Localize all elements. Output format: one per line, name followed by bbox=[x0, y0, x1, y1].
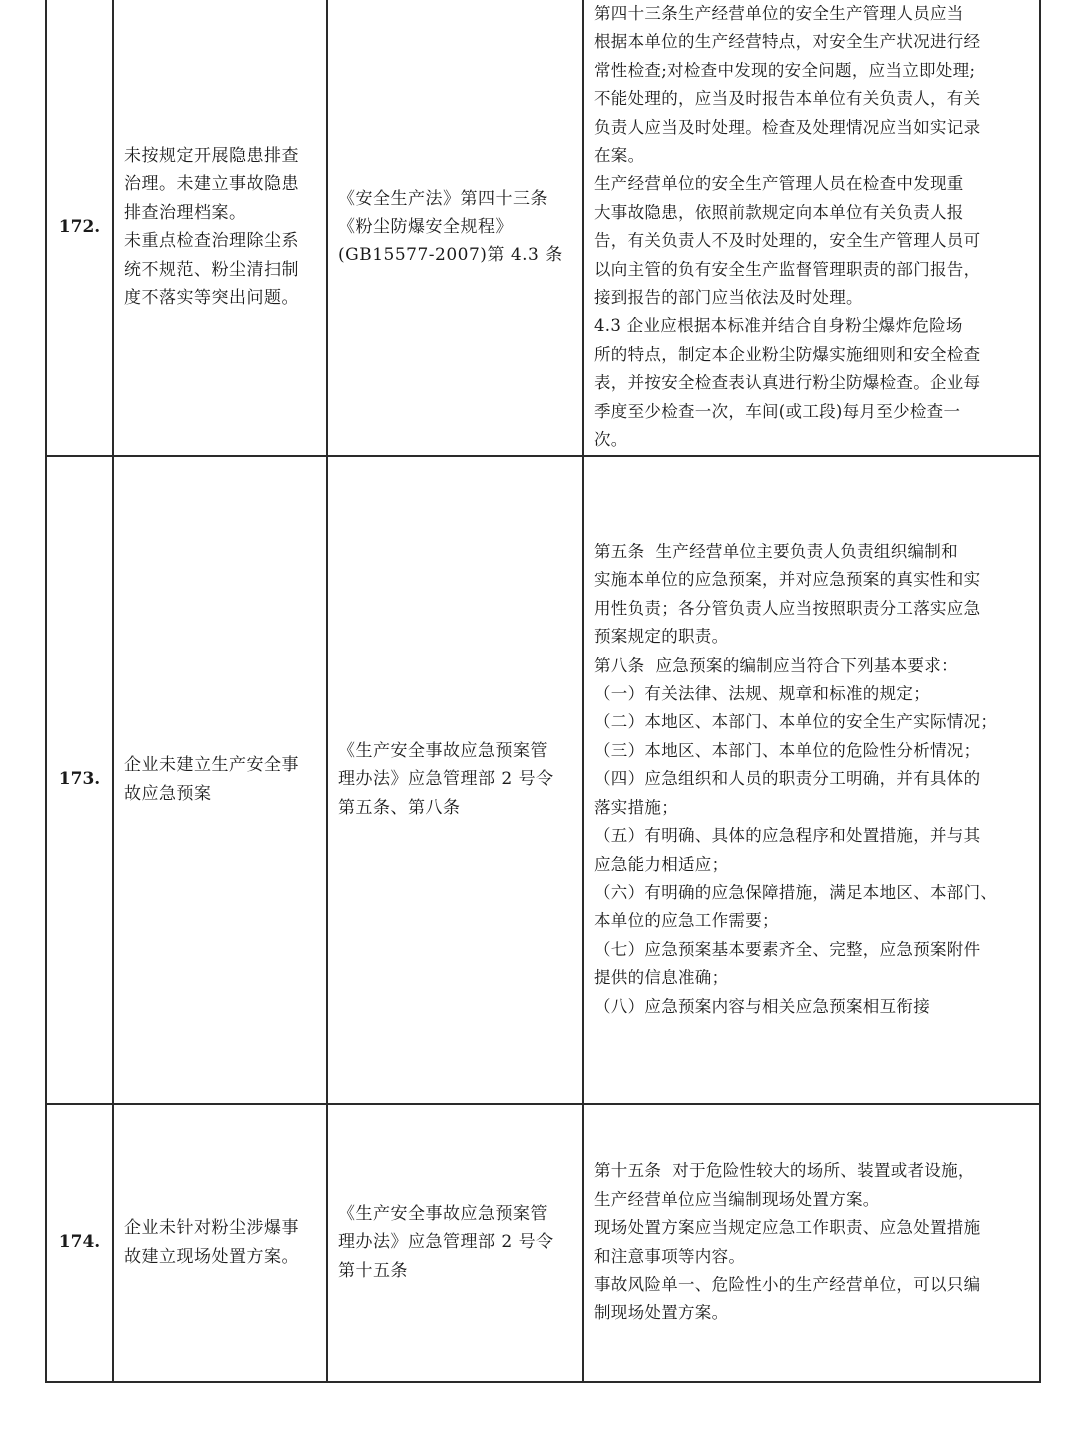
row-number: 173. bbox=[46, 456, 113, 1104]
basis-line: 《生产安全事故应急预案管 bbox=[338, 1203, 548, 1224]
clause-line: 告，有关负责人不及时处理的，安全生产管理人员可 bbox=[594, 231, 981, 251]
basis-line: 《安全生产法》第四十三条 bbox=[338, 188, 548, 209]
clause-line: 第四十三条生产经营单位的安全生产管理人员应当 bbox=[594, 4, 964, 23]
violation-description bbox=[113, 0, 327, 456]
legal-basis bbox=[327, 0, 583, 456]
clause-line: 应急能力相适应； bbox=[594, 854, 729, 874]
table-row bbox=[46, 456, 1040, 1104]
basis-line: (GB15577-2007)第 4.3 条 bbox=[338, 245, 563, 266]
regulation-clauses bbox=[583, 0, 1040, 456]
regulation-clauses bbox=[583, 1104, 1040, 1382]
table-row bbox=[46, 0, 1040, 456]
clause-line: 表，并按安全检查表认真进行粉尘防爆检查。企业每 bbox=[594, 373, 981, 393]
basis-line: 第十五条 bbox=[338, 1260, 408, 1281]
clause-line: （一）有关法律、法规、规章和标准的规定； bbox=[594, 684, 930, 704]
description-line: 未重点检查治理除尘系 bbox=[124, 231, 299, 252]
clause-line: 4.3 企业应根据本标准并结合自身粉尘爆炸危险场 bbox=[594, 316, 963, 336]
clause-line: （六）有明确的应急保障措施，满足本地区、本部门、 bbox=[594, 882, 998, 902]
clause-line: （三）本地区、本部门、本单位的危险性分析情况； bbox=[594, 740, 981, 760]
legal-basis bbox=[327, 1104, 583, 1382]
clause-line: 接到报告的部门应当依法及时处理。 bbox=[594, 288, 863, 308]
description-line: 未按规定开展隐患排查 bbox=[124, 146, 299, 167]
clause-line: 次。 bbox=[594, 430, 628, 450]
clause-line: 本单位的应急工作需要； bbox=[594, 911, 779, 931]
clause-line: 事故风险单一、危险性小的生产经营单位，可以只编 bbox=[594, 1274, 981, 1294]
clause-line: 用性负责；各分管负责人应当按照职责分工落实应急 bbox=[594, 598, 981, 618]
basis-line: 理办法》应急管理部 2 号令 bbox=[338, 1232, 554, 1253]
description-line: 治理。未建立事故隐患 bbox=[124, 174, 299, 195]
clause-line: （五）有明确、具体的应急程序和处置措施，并与其 bbox=[594, 826, 981, 846]
clause-line: 第八条 应急预案的编制应当符合下列基本要求： bbox=[594, 655, 958, 675]
table-row bbox=[46, 1104, 1040, 1382]
clause-line: 季度至少检查一次，车间(或工段)每月至少检查一 bbox=[594, 401, 961, 421]
clause-line: （七）应急预案基本要素齐全、完整，应急预案附件 bbox=[594, 939, 981, 959]
description-line: 度不落实等突出问题。 bbox=[124, 288, 299, 309]
clause-line: 和注意事项等内容。 bbox=[594, 1246, 746, 1266]
description-line: 企业未建立生产安全事 bbox=[124, 755, 299, 776]
clause-line: 第五条 生产经营单位主要负责人负责组织编制和 bbox=[594, 542, 958, 562]
basis-line: 《粉尘防爆安全规程》 bbox=[338, 217, 513, 238]
clause-line: 所的特点，制定本企业粉尘防爆实施细则和安全检查 bbox=[594, 344, 981, 364]
description-line: 故应急预案 bbox=[124, 783, 212, 804]
clause-line: 大事故隐患，依照前款规定向本单位有关负责人报 bbox=[594, 202, 964, 222]
basis-line: 《生产安全事故应急预案管 bbox=[338, 740, 548, 761]
regulation-table bbox=[45, 0, 1041, 1383]
row-number: 172. bbox=[46, 0, 113, 456]
legal-basis bbox=[327, 456, 583, 1104]
description-line: 排查治理档案。 bbox=[124, 202, 247, 223]
clause-line: （四）应急组织和人员的职责分工明确，并有具体的 bbox=[594, 769, 981, 789]
clause-line: 以向主管的负有安全生产监督管理职责的部门报告， bbox=[594, 259, 981, 279]
description-line: 企业未针对粉尘涉爆事 bbox=[124, 1218, 299, 1239]
violation-description bbox=[113, 1104, 327, 1382]
regulation-table-page bbox=[45, 0, 1039, 1383]
description-line: 统不规范、粉尘清扫制 bbox=[124, 259, 299, 280]
clause-line: 第十五条 对于危险性较大的场所、装置或者设施， bbox=[594, 1161, 975, 1181]
row-number: 174. bbox=[46, 1104, 113, 1382]
clause-line: 现场处置方案应当规定应急工作职责、应急处置措施 bbox=[594, 1218, 981, 1238]
description-line: 故建立现场处置方案。 bbox=[124, 1246, 299, 1267]
clause-line: （八）应急预案内容与相关应急预案相互衔接 bbox=[594, 996, 930, 1016]
clause-line: 在案。 bbox=[594, 146, 645, 166]
basis-line: 第五条、第八条 bbox=[338, 797, 461, 818]
clause-line: 制现场处置方案。 bbox=[594, 1303, 729, 1323]
clause-line: （二）本地区、本部门、本单位的安全生产实际情况； bbox=[594, 712, 998, 732]
clause-line: 预案规定的职责。 bbox=[594, 627, 729, 647]
clause-line: 提供的信息准确； bbox=[594, 968, 729, 988]
clause-line: 生产经营单位的安全生产管理人员在检查中发现重 bbox=[594, 174, 964, 194]
clause-line: 常性检查;对检查中发现的安全问题，应当立即处理; bbox=[594, 60, 976, 80]
basis-line: 理办法》应急管理部 2 号令 bbox=[338, 769, 554, 790]
clause-line: 不能处理的，应当及时报告本单位有关负责人，有关 bbox=[594, 89, 981, 109]
clause-line: 实施本单位的应急预案，并对应急预案的真实性和实 bbox=[594, 570, 981, 590]
clause-line: 落实措施； bbox=[594, 797, 678, 817]
clause-line: 根据本单位的生产经营特点，对安全生产状况进行经 bbox=[594, 32, 981, 52]
violation-description bbox=[113, 456, 327, 1104]
clause-line: 负责人应当及时处理。检查及处理情况应当如实记录 bbox=[594, 117, 981, 137]
clause-line: 生产经营单位应当编制现场处置方案。 bbox=[594, 1189, 880, 1209]
regulation-clauses bbox=[583, 456, 1040, 1104]
